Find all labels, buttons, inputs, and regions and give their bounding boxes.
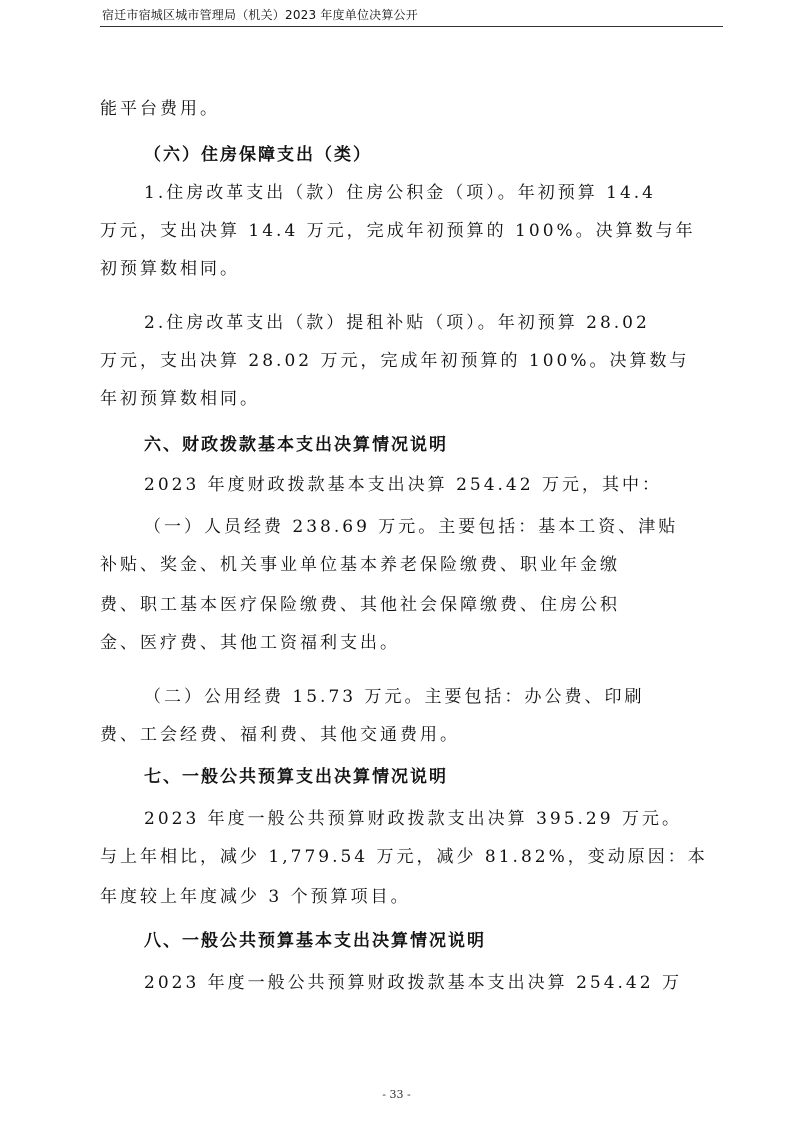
paragraph-line: 金、医疗费、其他工资福利支出。	[100, 633, 400, 653]
paragraph-line: 费、职工基本医疗保险缴费、其他社会保障缴费、住房公积	[100, 595, 620, 615]
section-heading: （六）住房保障支出（类）	[144, 145, 372, 165]
paragraph-line: 万元，支出决算 14.4 万元，完成年初预算的 100%。决算数与年	[100, 221, 696, 241]
paragraph-line: 2023 年度财政拨款基本支出决算 254.42 万元，其中：	[144, 475, 662, 495]
section-heading: 八、一般公共预算基本支出决算情况说明	[144, 931, 486, 951]
paragraph-line: 1.住房改革支出（款）住房公积金（项）。年初预算 14.4	[144, 183, 656, 203]
paragraph-line: 2023 年度一般公共预算财政拨款基本支出决算 254.42 万	[144, 973, 682, 993]
paragraph-line: 费、工会经费、福利费、其他交通费用。	[100, 725, 460, 745]
paragraph-line: 能平台费用。	[100, 99, 220, 119]
paragraph-line: （二）公用经费 15.73 万元。主要包括：办公费、印刷	[144, 687, 645, 707]
paragraph-line: 年度较上年度减少 3 个预算项目。	[100, 887, 411, 907]
paragraph-line: 补贴、奖金、机关事业单位基本养老保险缴费、职业年金缴	[100, 555, 620, 575]
paragraph-line: 初预算数相同。	[100, 259, 240, 279]
paragraph-line: 与上年相比，减少 1,779.54 万元，减少 81.82%，变动原因：本	[100, 847, 708, 867]
section-heading: 六、财政拨款基本支出决算情况说明	[144, 435, 448, 455]
paragraph-line: 2023 年度一般公共预算财政拨款支出决算 395.29 万元。	[144, 809, 682, 829]
section-heading: 七、一般公共预算支出决算情况说明	[144, 767, 448, 787]
paragraph-line: （一）人员经费 238.69 万元。主要包括：基本工资、津贴	[144, 517, 679, 537]
paragraph-line: 2.住房改革支出（款）提租补贴（项）。年初预算 28.02	[144, 313, 650, 333]
page-number: - 33 -	[382, 1088, 411, 1101]
header-rule	[100, 26, 723, 27]
paragraph-line: 年初预算数相同。	[100, 389, 260, 409]
paragraph-line: 万元，支出决算 28.02 万元，完成年初预算的 100%。决算数与	[100, 351, 690, 371]
running-header: 宿迁市宿城区城市管理局（机关）2023 年度单位决算公开	[102, 8, 418, 22]
